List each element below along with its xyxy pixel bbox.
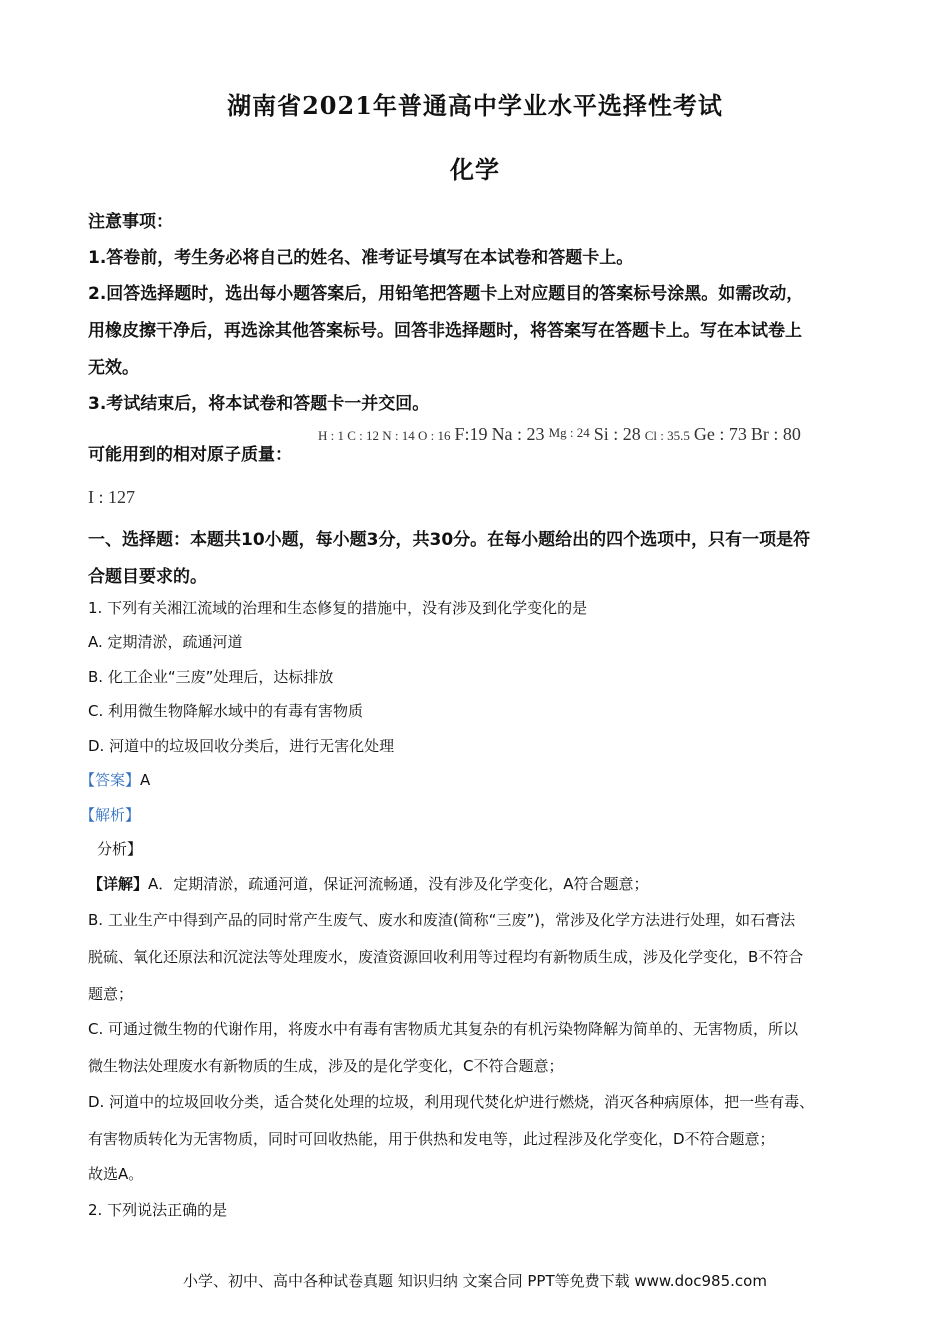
question-2-stem: 2. 下列说法正确的是 [88,1201,228,1219]
answer-label: 【答案】 [80,771,141,789]
section-1-line-2: 合题目要求的。 [88,567,207,587]
notice-heading: 注意事项： [88,212,173,232]
subject-title: 化学 [450,155,500,184]
detail-a-text: A．定期清淤，疏通河道，保证河流畅通，没有涉及化学变化，A符合题意； [148,875,649,893]
section-1-line-1: 一、选择题：本题共10小题，每小题3分，共30分。在每小题给出的四个选项中，只有一项是符 [88,530,811,550]
question-1-option-a: A. 定期清淤，疏通河道 [88,633,243,651]
analysis-subheading: 分析】 [97,840,143,858]
question-1-stem: 1. 下列有关湘江流域的治理和生态修复的措施中，没有涉及到化学变化的是 [88,599,588,617]
atomic-mass-list [318,424,801,445]
question-1-option-d: D. 河道中的垃圾回收分类后，进行无害化处理 [88,737,395,755]
detail-b-line-2: 脱硫、氧化还原法和沉淀法等处理废水，废渣资源回收利用等过程均有新物质生成，涉及化学变化，B不符合 [88,948,804,966]
detail-d-line-2: 有害物质转化为无害物质，同时可回收热能，用于供热和发电等，此过程涉及化学变化，D不符合题意； [88,1130,775,1148]
detail-a-line [88,873,649,894]
detail-conclusion: 故选A。 [88,1165,144,1183]
atomic-mass-si: Si : 28 [593,424,641,444]
question-1-answer [80,769,150,790]
answer-value: A [140,771,151,789]
question-1-option-b: B. 化工企业“三废”处理后，达标排放 [88,668,334,686]
notice-item-1: 1.答卷前，考生务必将自己的姓名、准考证号填写在本试卷和答题卡上。 [88,248,634,268]
atomic-mass-i-line [88,487,135,508]
analysis-label: 【解析】 [80,806,141,824]
atomic-mass-f: F:19 [454,424,488,444]
footer-text: 小学、初中、高中各种试卷真题 知识归纳 文案合同 PPT等免费下载 www.doc985.com [183,1272,767,1290]
question-1-option-c: C. 利用微生物降解水域中的有毒有害物质 [88,702,364,720]
atomic-mass-h-c-n-o: H : 1 C : 12 N : 14 O : 16 [318,428,451,443]
atomic-mass-br: Br : 80 [750,424,801,444]
atomic-mass-label: 可能用到的相对原子质量： [88,445,292,465]
notice-item-3: 3.考试结束后，将本试卷和答题卡一并交回。 [88,394,430,414]
notice-item-2-line-1: 2.回答选择题时，选出每小题答案后，用铅笔把答题卡上对应题目的答案标号涂黑。如需改动， [88,284,804,304]
atomic-mass-na: Na : 23 [491,424,545,444]
atomic-mass-mg: Mg : 24 [548,425,590,440]
detail-c-line-1: C. 可通过微生物的代谢作用，将废水中有毒有害物质尤其复杂的有机污染物降解为简单的、无害物质，所以 [88,1020,799,1038]
detail-d-line-1: D. 河道中的垃圾回收分类，适合焚化处理的垃圾，利用现代焚化炉进行燃烧，消灭各种病原体，把一些有毒、 [88,1093,815,1111]
detail-label: 【详解】 [88,875,149,893]
detail-c-line-2: 微生物法处理废水有新物质的生成，涉及的是化学变化，C不符合题意； [88,1057,564,1075]
exam-title: 湖南省2021年普通高中学业水平选择性考试 [227,91,723,120]
notice-item-2-line-3: 无效。 [88,358,139,378]
atomic-mass-cl: Cl : 35.5 [644,428,690,443]
notice-item-2-line-2: 用橡皮擦干净后，再选涂其他答案标号。回答非选择题时，将答案写在答题卡上。写在本试卷上 [88,321,802,341]
atomic-mass-i: I : 127 [88,487,135,507]
detail-b-line-1: B. 工业生产中得到产品的同时常产生废气、废水和废渣(简称“三废”)，常涉及化学方法进行处理，如石膏法 [88,911,796,929]
detail-b-line-3: 题意； [88,985,134,1003]
atomic-mass-ge: Ge : 73 [693,424,747,444]
